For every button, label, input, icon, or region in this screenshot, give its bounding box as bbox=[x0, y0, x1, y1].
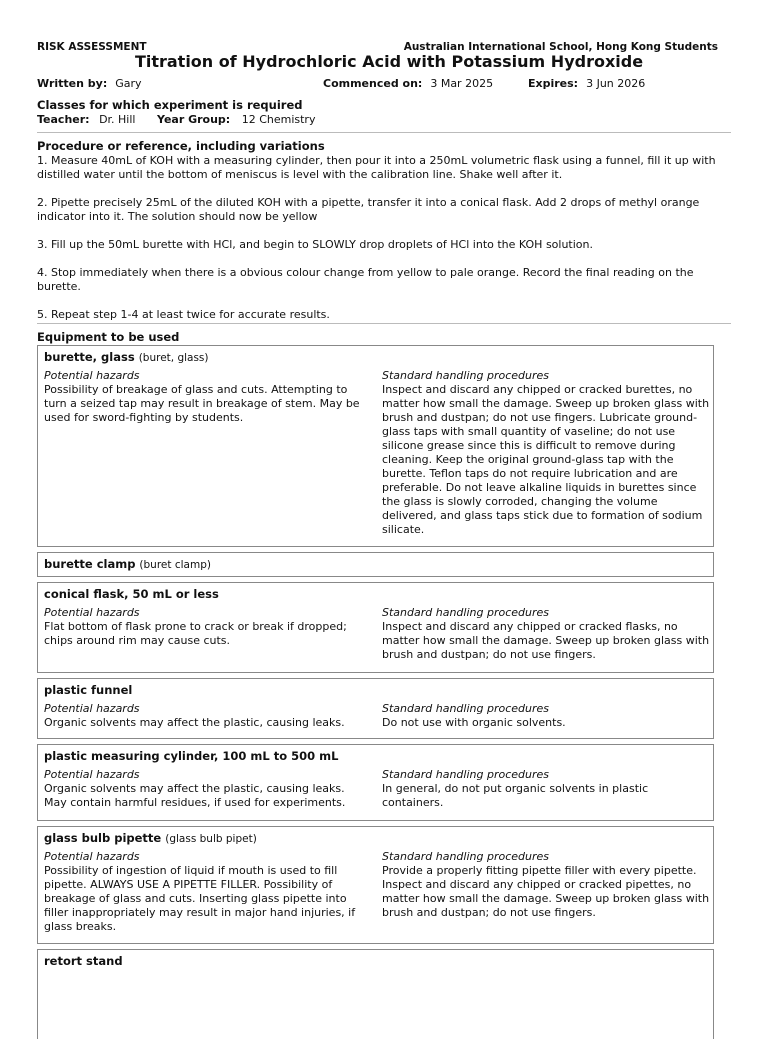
hazards-text: Organic solvents may affect the plastic, causing leaks. May contain harmful residues, if used for experiments. bbox=[44, 782, 346, 809]
procedures-label: Standard handling procedures bbox=[382, 369, 549, 382]
equipment-item-burette bbox=[37, 345, 714, 547]
expires-label: Expires: bbox=[528, 77, 579, 90]
equipment-name: plastic funnel bbox=[44, 683, 133, 697]
year-group-label: Year Group: bbox=[156, 113, 231, 126]
expires-value: 3 Jun 2026 bbox=[586, 77, 646, 90]
procedure-step: 4. Stop immediately when there is a obvious colour change from yellow to pale orange. Record the final reading on the burette. bbox=[37, 266, 694, 293]
equipment-alt-name: (buret, glass) bbox=[138, 352, 209, 364]
equipment-item-measuring-cylinder bbox=[37, 744, 714, 821]
equipment-item-plastic-funnel bbox=[37, 678, 714, 739]
equipment-name: conical flask, 50 mL or less bbox=[44, 587, 219, 601]
procedures-label: Standard handling procedures bbox=[382, 606, 549, 619]
procedures-text: Provide a properly fitting pipette filler with every pipette. Inspect and discard any chipped or cracked pipettes, no matter how small the damage. Sweep up broken glass with brush and dustpan; do not use fingers. bbox=[382, 864, 710, 919]
school-name: Australian International School, Hong Kong Students bbox=[403, 41, 718, 53]
procedure-step: 2. Pipette precisely 25mL of the diluted KOH with a pipette, transfer it into a conical flask. Add 2 drops of methyl orange indicator into it. The solution should now be yellow bbox=[37, 196, 700, 223]
procedures-text: Inspect and discard any chipped or cracked burettes, no matter how small the damage. Sweep up broken glass with brush and dustpan; do not use fingers. Lubricate ground-glass taps with small quantity of vaseline; do not use silicone grease since this is difficult to remove during cleaning. Keep the original ground-glass tap with the burette. Teflon taps do not require lubrication and are preferable. Do not leave alkaline liquids in burettes since the glass is slowly corroded, changing the volume delivered, and glass taps stick due to formation of sodium silicate. bbox=[382, 383, 710, 536]
doc-type-label: RISK ASSESSMENT bbox=[37, 41, 147, 53]
procedure-step: 5. Repeat step 1-4 at least twice for accurate results. bbox=[37, 308, 330, 321]
hazards-label: Potential hazards bbox=[44, 606, 140, 619]
hazards-text: Flat bottom of flask prone to crack or break if dropped; chips around rim may cause cuts. bbox=[44, 620, 347, 647]
equipment-alt-name: (buret clamp) bbox=[139, 559, 211, 571]
equipment-name: glass bulb pipette bbox=[44, 831, 162, 845]
equipment-name: burette, glass bbox=[44, 350, 135, 364]
commenced-label: Commenced on: bbox=[323, 77, 423, 90]
teacher-value: Dr. Hill bbox=[99, 113, 136, 126]
equipment-item-conical-flask bbox=[37, 582, 714, 673]
divider bbox=[37, 323, 731, 324]
equipment-alt-name: (glass bulb pipet) bbox=[165, 833, 257, 845]
hazards-label: Potential hazards bbox=[44, 702, 140, 715]
equipment-name: burette clamp bbox=[44, 557, 136, 571]
procedures-text: Do not use with organic solvents. bbox=[382, 716, 566, 729]
equipment-heading: Equipment to be used bbox=[37, 330, 180, 344]
procedures-label: Standard handling procedures bbox=[382, 850, 549, 863]
teacher-label: Teacher: bbox=[37, 113, 90, 126]
divider bbox=[37, 132, 731, 133]
equipment-name: retort stand bbox=[44, 954, 123, 968]
year-group-value: 12 Chemistry bbox=[241, 113, 316, 126]
classes-heading: Classes for which experiment is required bbox=[37, 98, 303, 112]
procedures-text: Inspect and discard any chipped or cracked flasks, no matter how small the damage. Sweep up broken glass with brush and dustpan; do not use fingers. bbox=[382, 620, 710, 661]
equipment-name: plastic measuring cylinder, 100 mL to 500 mL bbox=[44, 749, 339, 763]
hazards-text: Organic solvents may affect the plastic, causing leaks. bbox=[44, 716, 345, 729]
hazards-label: Potential hazards bbox=[44, 369, 140, 382]
procedures-label: Standard handling procedures bbox=[382, 702, 549, 715]
hazards-label: Potential hazards bbox=[44, 768, 140, 781]
procedure-steps bbox=[37, 154, 720, 336]
equipment-item-burette-clamp bbox=[37, 552, 714, 577]
written-by-label: Written by: bbox=[37, 77, 108, 90]
written-by-value: Gary bbox=[115, 77, 142, 90]
page-title: Titration of Hydrochloric Acid with Potassium Hydroxide bbox=[134, 52, 644, 71]
hazards-text: Possibility of ingestion of liquid if mouth is used to fill pipette. ALWAYS USE A PIPETTE FILLER. Possibility of breakage of glass and cuts. Inserting glass pipette into filler inappropriately may result in major hand injuries, if glass breaks. bbox=[44, 864, 356, 933]
teacher-row bbox=[37, 113, 315, 126]
commenced-value: 3 Mar 2025 bbox=[430, 77, 494, 90]
equipment-item-bulb-pipette bbox=[37, 826, 714, 944]
procedures-text: In general, do not put organic solvents in plastic containers. bbox=[382, 782, 649, 809]
hazards-label: Potential hazards bbox=[44, 850, 140, 863]
procedures-label: Standard handling procedures bbox=[382, 768, 549, 781]
hazards-text: Possibility of breakage of glass and cuts. Attempting to turn a seized tap may result in breakage of stem. May be used for sword-fighting by students. bbox=[44, 383, 360, 424]
procedure-step: 1. Measure 40mL of KOH with a measuring cylinder, then pour it into a 250mL volumetric flask using a funnel, fill it up with distilled water until the bottom of meniscus is level with the calibration line. Shake well after it. bbox=[37, 154, 716, 181]
equipment-item-retort-stand bbox=[37, 949, 714, 1039]
procedure-step: 3. Fill up the 50mL burette with HCl, and begin to SLOWLY drop droplets of HCl into the KOH solution. bbox=[37, 238, 593, 251]
procedure-heading: Procedure or reference, including variations bbox=[37, 139, 325, 153]
